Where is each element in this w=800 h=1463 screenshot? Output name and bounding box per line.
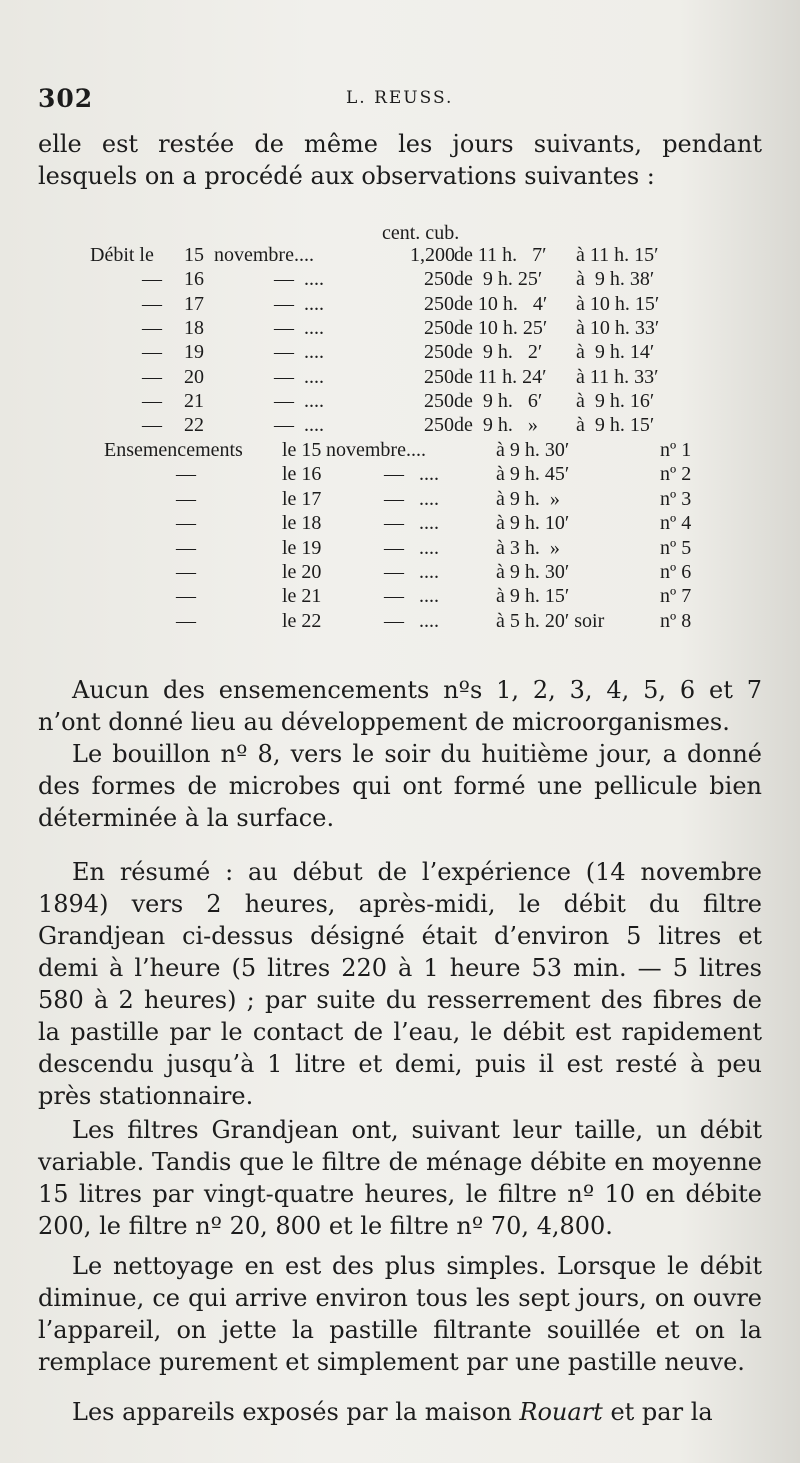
ens-num: nº 5: [660, 536, 692, 559]
ens-date: le 16: [282, 463, 322, 486]
ens-time: à 9 h. »: [496, 487, 560, 510]
debit-from: de 9 h. 25′: [454, 268, 543, 291]
debit-to: à 10 h. 33′: [576, 316, 660, 339]
debit-day: 18: [184, 316, 204, 339]
last-line-start: Les appareils exposés par la maison: [72, 1398, 520, 1426]
debit-lead: —: [142, 316, 162, 339]
debit-volume: 250: [424, 341, 454, 364]
debit-lead: —: [142, 268, 162, 291]
debit-month: — ....: [274, 292, 324, 315]
debit-day: 22: [184, 414, 204, 437]
debit-to: à 11 h. 15′: [576, 244, 659, 266]
ens-lead: —: [176, 487, 196, 510]
intro-paragraph: elle est restée de même les jours suivants, pendant lesquels on a procédé aux observations suivantes :: [38, 130, 762, 190]
debit-day: 15: [184, 244, 204, 266]
unit-header: cent. cub.: [382, 222, 460, 244]
debit-day: 16: [184, 268, 204, 291]
ens-date: le 22: [282, 609, 322, 632]
ens-lead: —: [176, 463, 196, 486]
debit-from: de 11 h. 7′: [454, 244, 547, 266]
ens-month: — ....: [384, 487, 439, 510]
ens-num: nº 3: [660, 487, 692, 510]
paragraph-5: Le nettoyage en est des plus simples. Lorsque le débit diminue, ce qui arrive environ tous les sept jours, on ouvre l’appareil, on jette la pastille filtrante souillée et on la remplace purement et simplement par une pastille neuve.: [38, 1252, 762, 1376]
running-head: L. REUSS.: [346, 88, 454, 108]
ens-num: nº 1: [660, 439, 692, 461]
debit-from: de 9 h. »: [454, 414, 538, 437]
ens-date: le 18: [282, 512, 322, 535]
paragraph-4: Les filtres Grandjean ont, suivant leur taille, un débit variable. Tandis que le filtre de ménage débite en moyenne 15 litres par vingt-quatre heures, le filtre nº 10 en débite 200, le filtre nº 20, 800 et le filtre nº 70, 4,800.: [38, 1116, 762, 1240]
debit-lead: —: [142, 389, 162, 412]
debit-lead: —: [142, 365, 162, 388]
ens-time: à 9 h. 10′: [496, 512, 570, 535]
ens-date: le 21: [282, 585, 322, 608]
ens-month: — ....: [384, 536, 439, 559]
debit-to: à 9 h. 38′: [576, 268, 655, 291]
last-line-end: et par la: [602, 1398, 713, 1426]
ens-month: — ....: [384, 512, 439, 535]
last-line-name: Rouart: [519, 1398, 603, 1426]
ens-time: à 9 h. 30′: [496, 561, 570, 583]
debit-from: de 11 h. 24′: [454, 365, 547, 388]
ens-month: — ....: [384, 585, 439, 608]
ens-date: le 19: [282, 536, 322, 559]
ens-date: le 20: [282, 561, 322, 583]
debit-day: 20: [184, 365, 204, 388]
ens-time: à 9 h. 30′: [496, 439, 570, 461]
paragraph-3: En résumé : au début de l’expérience (14 novembre 1894) vers 2 heures, après-midi, le débit du filtre Grandjean ci-dessus désigné était d’environ 5 litres et demi à l’heure (5 litres 220 à 1 heure 53 min. — 5 litres 580 à 2 heures) ; par suite du resserrement des fibres de la pastille par le contact de l’eau, le débit est rapidement descendu jusqu’à 1 litre et demi, puis il est resté à peu près stationnaire.: [38, 858, 762, 1110]
ens-date: le 15: [282, 439, 322, 461]
debit-volume: 1,200: [410, 244, 455, 266]
debit-from: de 9 h. 6′: [454, 389, 543, 412]
ens-num: nº 2: [660, 463, 692, 486]
debit-to: à 9 h. 14′: [576, 341, 655, 364]
paragraph-1: Aucun des ensemencements nºs 1, 2, 3, 4, 5, 6 et 7 n’ont donné lieu au développement de microorganismes.: [38, 676, 762, 736]
ens-lead: —: [176, 536, 196, 559]
ens-month: — ....: [384, 609, 439, 632]
debit-to: à 10 h. 15′: [576, 292, 660, 315]
ens-time: à 9 h. 45′: [496, 463, 570, 486]
debit-volume: 250: [424, 414, 454, 437]
debit-volume: 250: [424, 268, 454, 291]
debit-day: 21: [184, 389, 204, 412]
debit-month: novembre....: [214, 244, 314, 266]
debit-volume: 250: [424, 292, 454, 315]
ens-num: nº 7: [660, 585, 692, 608]
debit-volume: 250: [424, 389, 454, 412]
debit-to: à 9 h. 16′: [576, 389, 655, 412]
ens-time: à 9 h. 15′: [496, 585, 570, 608]
paragraph-2: Le bouillon nº 8, vers le soir du huitième jour, a donné des formes de microbes qui ont formé une pellicule bien déterminée à la surface.: [38, 740, 762, 832]
page-header: [38, 84, 758, 124]
debit-lead: —: [142, 414, 162, 437]
page-number: 302: [38, 84, 94, 113]
debit-lead: —: [142, 292, 162, 315]
debit-month: — ....: [274, 365, 324, 388]
debit-month: — ....: [274, 268, 324, 291]
ens-date: le 17: [282, 487, 322, 510]
debit-row: [90, 414, 730, 442]
ens-month: — ....: [384, 561, 439, 583]
ens-num: nº 4: [660, 512, 692, 535]
debit-volume: 250: [424, 316, 454, 339]
ens-lead: —: [176, 585, 196, 608]
debit-month: — ....: [274, 389, 324, 412]
debit-from: de 10 h. 4′: [454, 292, 548, 315]
debit-volume: 250: [424, 365, 454, 388]
debit-lead: —: [142, 341, 162, 364]
ens-time: à 5 h. 20′ soir: [496, 609, 605, 632]
debit-to: à 11 h. 33′: [576, 365, 659, 388]
debit-day: 17: [184, 292, 204, 315]
ensemencement-row: [104, 610, 744, 638]
ens-month: novembre....: [326, 439, 426, 461]
paragraph-6: [38, 1396, 762, 1428]
ens-lead: Ensemencements: [104, 439, 243, 461]
ens-time: à 3 h. »: [496, 536, 560, 559]
debit-month: — ....: [274, 316, 324, 339]
ens-num: nº 8: [660, 609, 692, 632]
ens-lead: —: [176, 512, 196, 535]
debit-month: — ....: [274, 341, 324, 364]
debit-from: de 10 h. 25′: [454, 316, 548, 339]
ens-lead: —: [176, 561, 196, 583]
ens-num: nº 6: [660, 561, 692, 583]
debit-lead: Débit le: [90, 244, 154, 266]
debit-day: 19: [184, 341, 204, 364]
debit-month: — ....: [274, 414, 324, 437]
ens-month: — ....: [384, 463, 439, 486]
debit-to: à 9 h. 15′: [576, 414, 655, 437]
ens-lead: —: [176, 609, 196, 632]
debit-from: de 9 h. 2′: [454, 341, 543, 364]
